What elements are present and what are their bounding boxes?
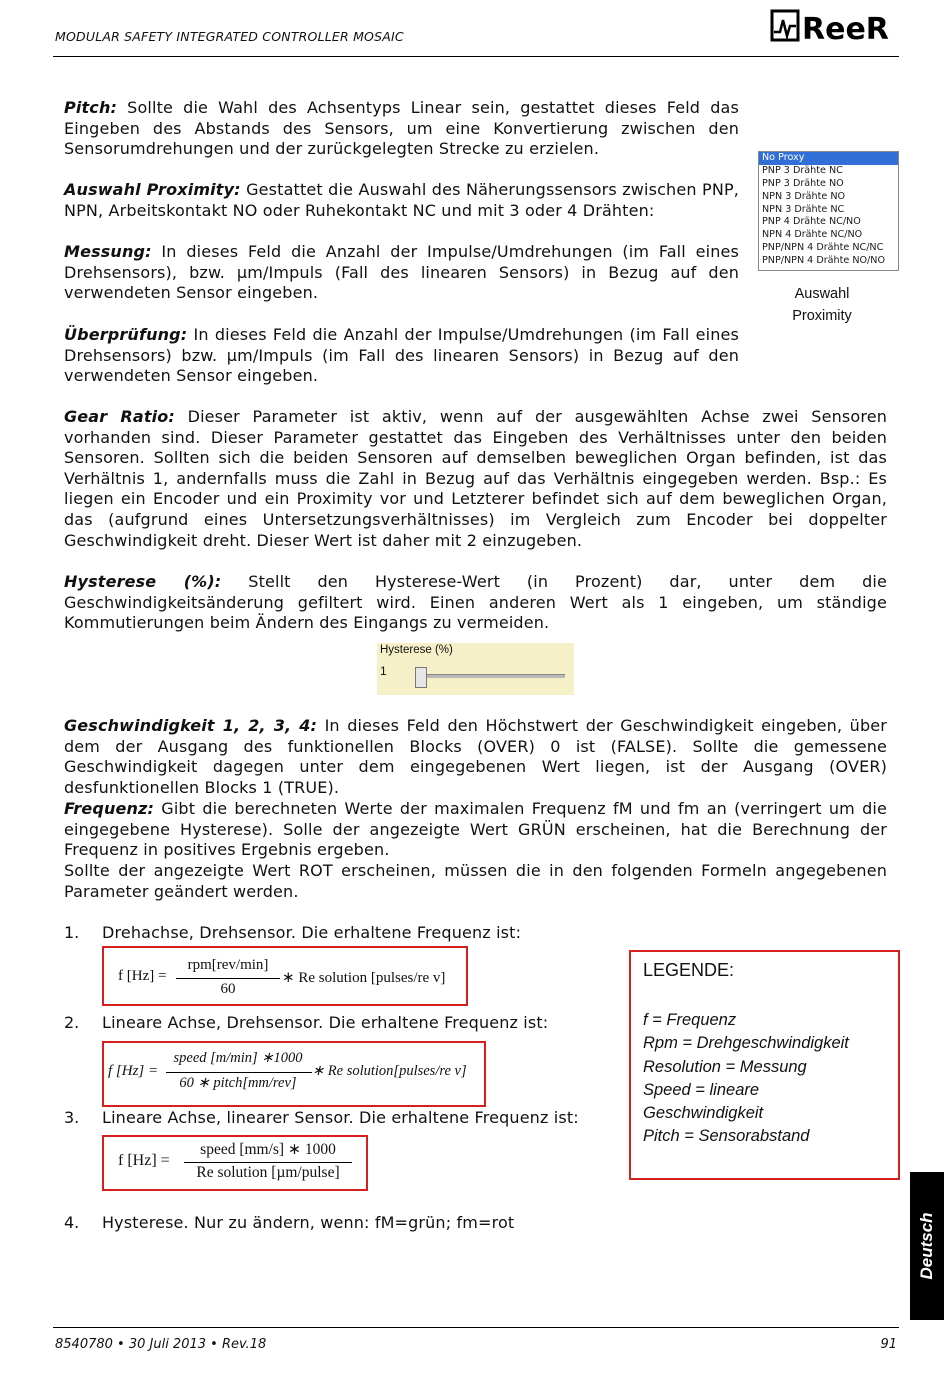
paragraph-geschwindigkeit xyxy=(64,716,887,798)
term-messung: Messung: xyxy=(64,242,152,261)
formula-1-numerator: rpm[rev/min] xyxy=(187,957,269,973)
paragraph-pitch xyxy=(64,98,739,160)
legend-box xyxy=(629,950,900,1180)
list-number: 2. xyxy=(64,1013,80,1032)
legend-item: f = Frequenz xyxy=(643,1011,737,1029)
list-item: Drehachse, Drehsensor. Die erhaltene Frequenz ist: xyxy=(102,923,522,942)
proximity-option[interactable]: No Proxy xyxy=(759,152,898,165)
legend-item: Rpm = Drehgeschwindigkeit xyxy=(643,1034,849,1053)
term-hysterese: Hysterese (%): xyxy=(64,572,222,591)
text-auswahl: Gestattet die Auswahl des Näherungssensors zwischen PNP, NPN, Arbeitskontakt NO oder Ruhekontakt NC und mit 3 oder 4 Drähten: xyxy=(64,180,739,220)
proximity-caption-line2: Proximity xyxy=(792,308,852,324)
formula-3-fraction-bar xyxy=(184,1162,352,1163)
text-pitch: Sollte die Wahl des Achsentyps Linear sein, gestattet dieses Feld das Eingeben des Abstands des Sensors, um eine Konvertierung zwischen den Sensorumdrehungen und der zurückgelegten Strecke zu erzielen. xyxy=(64,98,739,159)
text-messung: In dieses Feld die Anzahl der Impulse/Umdrehungen (im Fall eines Drehsensors), bzw. µm/Impuls (Fall des linearen Sensors) in Bezug auf den verwendeten Sensor eingeben. xyxy=(64,242,739,303)
legend-item: Resolution = Messung xyxy=(643,1057,807,1076)
formula-1-lhs: f [Hz] = xyxy=(118,968,167,984)
hysteresis-slider-thumb[interactable] xyxy=(415,667,427,688)
term-gear: Gear Ratio: xyxy=(64,407,175,426)
paragraph-frequenz xyxy=(64,799,887,861)
proximity-caption-line1: Auswahl xyxy=(794,286,850,302)
formula-3-denominator: Re solution [µm/pulse] xyxy=(196,1164,340,1181)
proximity-option[interactable]: PNP 3 Drähte NC xyxy=(762,164,843,176)
paragraph-sollte: Sollte der angezeigte Wert ROT erscheinen, müssen die in den folgenden Formeln angegebenen Parameter geändert werden. xyxy=(64,861,887,901)
page-number: 91 xyxy=(880,1337,897,1352)
text-frequenz: Gibt die berechneten Werte der maximalen Frequenz fM und fm an (verringert um die eingegebene Hysterese). Solle der angezeigte Wert GRÜN erscheinen, hat die Berechnung der Frequenz in positives Ergebnis ergeben. xyxy=(64,799,887,860)
list-item: Lineare Achse, Drehsensor. Die erhaltene Frequenz ist: xyxy=(102,1013,549,1032)
term-auswahl: Auswahl Proximity: xyxy=(64,180,241,199)
formula-1-rhs: ∗ Re solution [pulses/re v] xyxy=(282,970,446,986)
proximity-option[interactable]: PNP/NPN 4 Drähte NC/NC xyxy=(762,242,884,254)
hysteresis-label: Hysterese (%) xyxy=(380,644,453,656)
formula-2-denominator: 60 ∗ pitch[mm/rev] xyxy=(179,1075,297,1091)
formula-1 xyxy=(102,946,468,1006)
paragraph-gear-ratio xyxy=(64,407,887,551)
formula-3-numerator: speed [mm/s] ∗ 1000 xyxy=(200,1141,336,1158)
header-title: MODULAR SAFETY INTEGRATED CONTROLLER MOSAIC xyxy=(55,29,404,44)
hysteresis-value: 1 xyxy=(380,664,387,678)
text-gear: Dieser Parameter ist aktiv, wenn auf der ausgewählten Achse zwei Sensoren vorhanden sind. Dieser Parameter gestattet das Eingeben des Verhältnisses unter den beiden Sensoren. Sollten sich die beiden Sensoren auf demselben beweglichen Organ befinden, ist das Verhältnis 1, andernfalls muss die Zahl in Bezug auf das Verhältnis eingegeben werden. Bsp.: Es liegen ein Encoder und ein Proximity vor und Letzterer befindet sich auf dem beweglichen Organ, das (aufgrund eines Untersetzungsverhältnisses) im Vergleich zum Encoder bei doppelter Geschwindigkeit dreht. Dieser Wert ist daher mit 2 einzugeben. xyxy=(64,407,887,550)
proximity-option[interactable]: PNP/NPN 4 Drähte NO/NO xyxy=(762,255,886,267)
text-ueberpruefung: In dieses Feld die Anzahl der Impulse/Umdrehungen (im Fall eines Drehsensors) bzw. µm/Impuls (im Fall des linearen Sensors) in Bezug auf den verwendeten Sensor eingeben. xyxy=(64,325,739,386)
language-tab-label: Deutsch xyxy=(917,1212,936,1280)
list-item: Hysterese. Nur zu ändern, wenn: fM=grün; fm=rot xyxy=(102,1213,515,1232)
text-hysterese: Stellt den Hysterese-Wert (in Prozent) dar, unter dem die Geschwindigkeitsänderung gefiltert wird. Einen anderen Wert als 1 eingeben, um ständige Kommutierungen beim Ändern des Eingangs zu vermeiden. xyxy=(64,572,888,633)
legend-item: Pitch = Sensorabstand xyxy=(643,1127,810,1146)
formula-2 xyxy=(102,1041,486,1107)
proximity-option[interactable]: NPN 4 Drähte NC/NO xyxy=(762,229,863,241)
proximity-option[interactable]: NPN 3 Drähte NC xyxy=(762,203,845,215)
formula-2-numerator: speed [m/min] ∗1000 xyxy=(173,1050,303,1066)
legend-title: LEGENDE: xyxy=(643,960,735,980)
proximity-option[interactable]: PNP 3 Drähte NO xyxy=(762,177,844,189)
text-geschwindigkeit: In dieses Feld den Höchstwert der Geschwindigkeit eingeben, über dem der Ausgang des funktionellen Blocks (OVER) 0 ist (FALSE). Sollte die gemessene Geschwindigkeit dagegen unter dem eingegebenen Wert liegen, ist der Ausgang (OVER) desfunktionellen Blocks 1 (TRUE). xyxy=(64,716,888,797)
proximity-option[interactable]: PNP 4 Drähte NC/NO xyxy=(762,216,861,228)
term-pitch: Pitch: xyxy=(64,98,118,117)
list-number: 1. xyxy=(64,923,80,942)
term-frequenz: Frequenz: xyxy=(64,799,155,818)
legend-items xyxy=(643,1009,849,1149)
paragraph-ueberpruefung xyxy=(64,325,739,387)
formula-2-fraction-bar xyxy=(166,1072,312,1073)
hysteresis-slider-track[interactable] xyxy=(415,674,565,678)
formula-2-rhs: ∗ Re solution[pulses/re v] xyxy=(312,1063,467,1079)
formula-3 xyxy=(102,1135,368,1191)
language-tab xyxy=(910,1172,944,1320)
header-rule xyxy=(53,56,899,57)
proximity-option[interactable]: NPN 3 Drähte NO xyxy=(762,190,846,202)
footer-doc-info: 8540780 • 30 Juli 2013 • Rev.18 xyxy=(55,1337,267,1352)
formula-1-fraction-bar xyxy=(176,978,280,979)
list-number: 4. xyxy=(64,1213,80,1232)
legend-item: Speed = lineare xyxy=(643,1080,760,1099)
paragraph-messung xyxy=(64,242,739,304)
proximity-listbox[interactable] xyxy=(758,151,899,271)
formula-2-lhs: f [Hz] = xyxy=(108,1063,159,1079)
reer-logo xyxy=(770,8,898,44)
paragraph-auswahl xyxy=(64,180,739,221)
legend-item: Geschwindigkeit xyxy=(643,1104,764,1123)
formula-3-lhs: f [Hz] = xyxy=(118,1152,170,1169)
logo-text: ReeR xyxy=(802,12,889,44)
footer-rule xyxy=(53,1327,899,1328)
paragraph-hysterese xyxy=(64,572,887,634)
term-ueberpruefung: Überprüfung: xyxy=(64,325,188,344)
formula-1-denominator: 60 xyxy=(220,981,236,997)
list-item: Lineare Achse, linearer Sensor. Die erhaltene Frequenz ist: xyxy=(102,1108,579,1127)
list-number: 3. xyxy=(64,1108,80,1127)
hysteresis-widget xyxy=(377,643,574,695)
proximity-caption xyxy=(770,283,874,327)
term-geschwindigkeit: Geschwindigkeit 1, 2, 3, 4: xyxy=(64,716,318,735)
